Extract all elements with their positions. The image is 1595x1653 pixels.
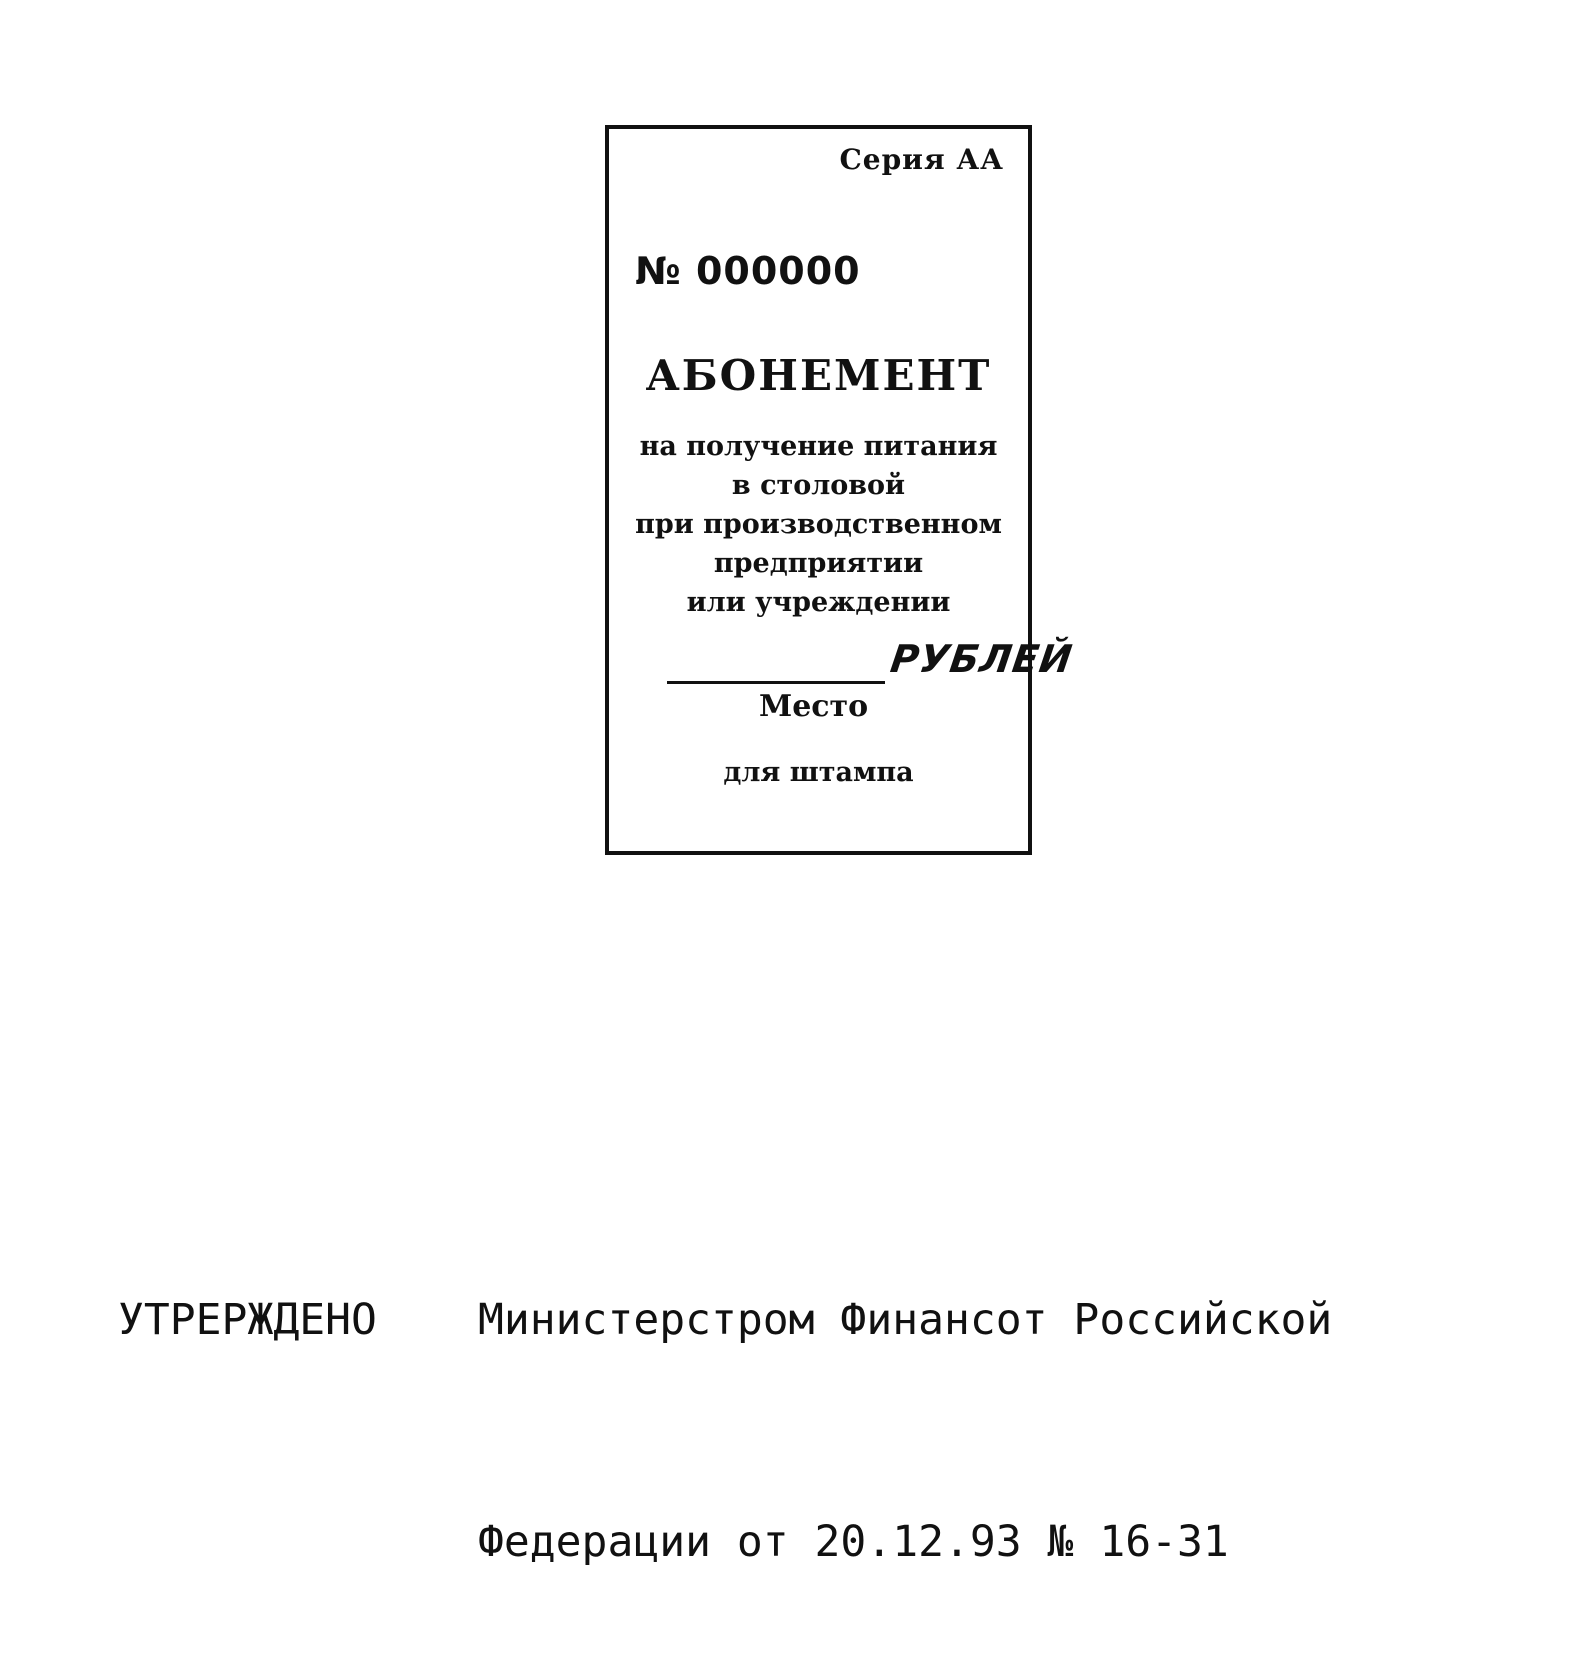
- stamp-caption: для штампа: [723, 757, 914, 788]
- series-label: Серия АА: [839, 143, 1004, 176]
- ticket-description-line: предприятии: [713, 548, 924, 579]
- stamp-place-label: Место: [759, 689, 869, 724]
- ticket-description-line: в столовой: [731, 470, 906, 501]
- ticket-title: АБОНЕМЕНТ: [645, 351, 992, 400]
- price-blank-line: [667, 681, 885, 684]
- meal-ticket-form: [605, 125, 1076, 855]
- price-unit-handwritten: РУБЛЕЙ: [887, 637, 1076, 681]
- approval-line-2: Федерации от 20.12.93 № 16-31: [478, 1517, 1229, 1567]
- ticket-description: [609, 427, 1028, 622]
- ticket-number: № 000000: [635, 249, 861, 293]
- ticket-description-line: при производственном: [635, 509, 1002, 540]
- approval-note: [118, 1135, 1332, 1653]
- approval-line-1: [118, 1283, 1332, 1357]
- ticket-description-line: или учреждении: [686, 587, 951, 618]
- ticket-description-line: на получение питания: [639, 431, 998, 462]
- approval-line-1-text: Министерстром Финансот Российской: [478, 1295, 1333, 1345]
- approval-word: УТРЕРЖДЕНО: [118, 1295, 377, 1345]
